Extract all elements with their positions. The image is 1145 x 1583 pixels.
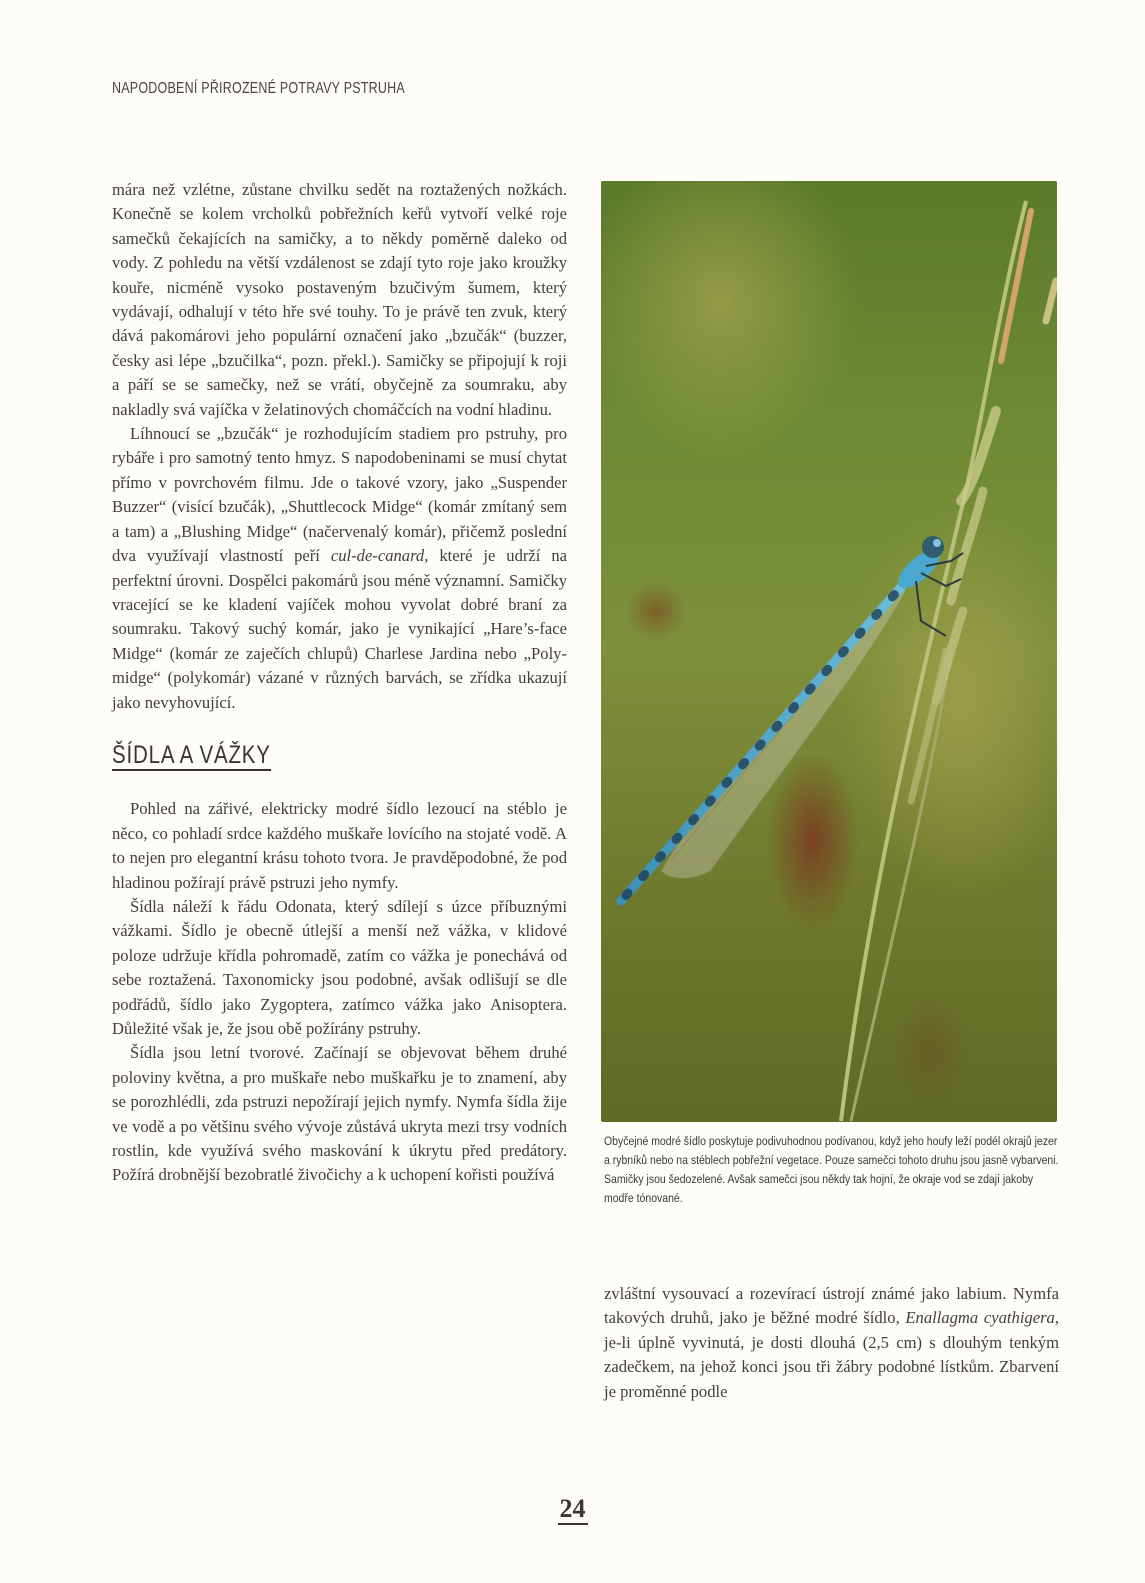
paragraph	[112, 422, 567, 715]
damselfly-photo	[601, 181, 1057, 1122]
text-span: , které je udrží na perfektní úrovni. Dospělci pakomárů jsou méně významní. Samičky vracející se ke kladení vajíček mohou vyvolat dobré braní za soumraku. Takový suchý komár, jako je vynikající „Hare’s-face Midge“ (komár ze zaječích chlupů) Charlese Jardina nebo „Poly-midge“ (polykomár) vázané v různých barvách, se zřídka ukazují jako nevyhovující.	[112, 546, 567, 712]
italic-term: cul-de-canard	[330, 546, 425, 566]
figure-caption: Obyčejné modré šídlo poskytuje podivuhodnou podívanou, když jeho houfy leží podél okrajů jezer a rybníků nebo na stéblech pobřežní vegetace. Pouze samečci tohoto druhu jsou jasně vybarveni. Samičky jsou šedozelené. Avšak samečci jsou někdy tak hojní, že okraje vod se zdají jakoby modře tónované.	[604, 1134, 1059, 1205]
text-span: Líhnoucí se „bzučák“ je rozhodujícím stadiem pro pstruhy, pro rybáře i pro samotný tento hmyz. S napodobeninami se musí chytat přímo v povrchovém filmu. Jde o takové vzory, jako „Suspender Buzzer“ (visící bzučák), „Shuttlecock Midge“ (komár zmítaný sem a tam) a „Blushing Midge“ (načervenalý komár), přičemž poslední dva využívají vlastností peří	[112, 424, 567, 566]
page-number-text: 24	[559, 1494, 586, 1523]
paragraph: mára než vzlétne, zůstane chvilku sedět na roztažených nožkách. Konečně se kolem vrcholků pobřežních keřů vytvoří velké roje samečků čekajících na samičky, a to někdy poměrně daleko od vody. Z pohledu na větší vzdálenost se zdají tyto roje jako kroužky kouře, nicméně vysoko postaveným bzučivým šumem, který vydávají, odhalují v této hře své touhy. To je právě ten zvuk, který dává pakomárovi jeho populární označení jako „bzučák“ (buzzer, česky asi lépe „bzučilka“, pozn. překl.). Samičky se připojují k roji a páří se se samečky, než se vrátí, obyčejně za soumraku, aby nakladly svá vajíčka v želatinových chomáčcích na vodní hladinu.	[112, 180, 567, 419]
paragraph: Šídla náleží k řádu Odonata, který sdílejí s úzce příbuznými vážkami. Šídlo je obecně útlejší a menší než vážka, v klidové poloze udržuje křídla pohromadě, zatím co vážka je ponechává od sebe roztažená. Taxonomicky jsou podobné, avšak odlišují se dle podřádů, šídlo jako Zygoptera, zatímco vážka jako Anisoptera. Důležité však je, že jsou obě požírány pstruhy.	[112, 896, 567, 1038]
running-head: NAPODOBENÍ PŘIROZENÉ POTRAVY PSTRUHA	[112, 80, 405, 97]
paragraph: Šídla jsou letní tvorové. Začínají se objevovat během druhé poloviny května, a pro muškaře nebo muškařku je to znamení, aby se porozhlédli, zda pstruzi nepožírají jejich nymfy. Nymfa šídla žije ve vodě a po většinu svého vývoje zůstává ukryta mezi trsy vodních rostlin, kde využívá svého maskování k úkrytu před predátory. Požírá drobnější bezobratlé živočichy a k uchopení kořisti používá	[112, 1043, 567, 1185]
text-span: zvláštní vysouvací a rozevírací ústrojí známé jako labium. Nymfa takových druhů, jako je běžné modré šídlo,	[604, 1284, 1059, 1328]
page-number	[0, 1494, 1145, 1524]
text-span: , je-li úplně vyvinutá, je dosti dlouhá (2,5 cm) s dlouhým tenkým zadečkem, na jehož konci jsou tři žábry podobné lístkům. Zbarvení je proměnné podle	[604, 1308, 1059, 1401]
species-name: Enallagma cyathigera	[905, 1308, 1055, 1328]
paragraph: Pohled na zářivé, elektricky modré šídlo lezoucí na stéblo je něco, co pohladí srdce každého muškaře lovícího na stojaté vodě. A to nejen pro elegantní krásu tohoto tvora. Je pravděpodobné, že pod hladinou požírají právě pstruzi jeho nymfy.	[112, 799, 567, 892]
right-column	[604, 1282, 1059, 1404]
left-column	[112, 178, 567, 1188]
paragraph	[604, 1282, 1059, 1404]
section-title: ŠÍDLA A VÁŽKY	[112, 743, 271, 771]
